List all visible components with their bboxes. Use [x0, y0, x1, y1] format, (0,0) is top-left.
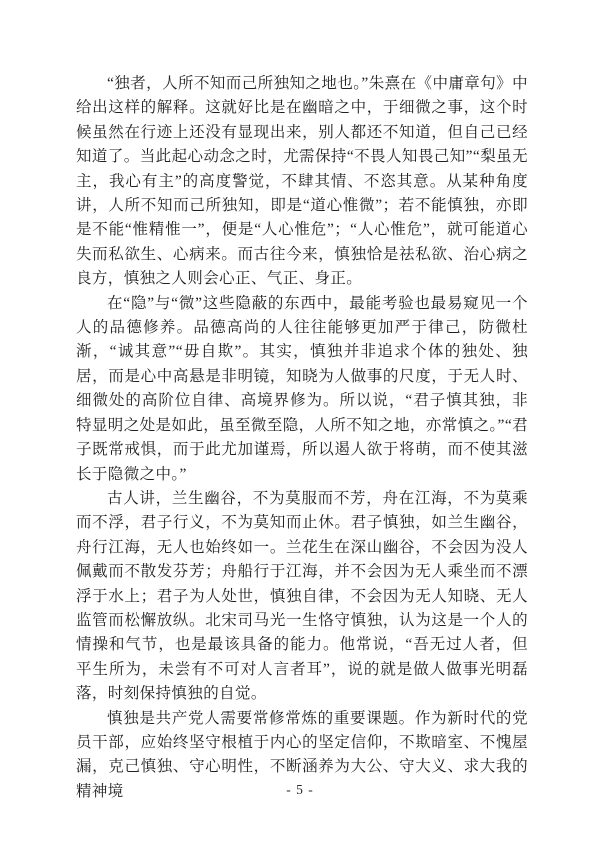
paragraph: 在“隐”与“微”这些隐蔽的东西中，最能考验也最易窥见一个人的品德修养。品德高尚的人往往能够更加严于律己，防微杜渐，“诚其意”“毋自欺”。其实，慎独并非追求个体的独处、独居，而是心中高悬是非明镜，知晓为人做事的尺度，于无人时、细微处的高阶位自律、高境界修为。所以说，“君子慎其独，非特显明之处是如此，虽至微至隐，人所不知之地，亦常慎之。”“君子既常戒惧，而于此尤加谨焉，所以遏人欲于将萌，而不使其滋长于隐微之中。”	[76, 294, 529, 483]
page-number: - 5 -	[286, 782, 314, 797]
paragraph: 慎独是共产党人需要常修常炼的重要课题。作为新时代的党员干部，应始终坚守根植于内心的坚定信仰，不欺暗室、不愧屋漏，克己慎独、守心明性，不断涵养为大公、守大义、求大我的精神境	[76, 709, 528, 800]
paragraph: 古人讲，兰生幽谷，不为莫服而不芳，舟在江海，不为莫乘而不浮，君子行义，不为莫知而止休。君子慎独，如兰生幽谷，舟行江海，无人也始终如一。兰花生在深山幽谷，不会因为没人佩戴而不散发芬芳；舟船行于江海，并不会因为无人乘坐而不漂浮于水上；君子为人处世，慎独自律，不会因为无人知晓、无人监管而松懈放纵。北宋司马光一生恪守慎独，认为这是一个人的情操和气节，也是最该具备的能力。他常说，“吾无过人者，但平生所为，未尝有不可对人言者耳”，说的就是做人做事光明磊落，时刻保持慎独的自觉。	[76, 489, 528, 703]
paragraph: “独者，人所不知而己所独知之地也。”朱熹在《中庸章句》中给出这样的解释。这就好比是在幽暗之中，于细微之事，这个时候虽然在行迹上还没有显现出来，别人都还不知道，但自己已经知道了。当此起心动念之时，尤需保持“不畏人知畏己知”“梨虽无主，我心有主”的高度警觉，不肆其情、不恣其意。从某种角度讲，人所不知而己所独知，即是“道心惟微”；若不能慎独，亦即是不能“惟精惟一”，便是“人心惟危”；“人心惟危”，就可能道心失而私欲生、心病来。而古往今来，慎独恰是祛私欲、治心病之良方，慎独之人则会心正、气正、身正。	[76, 75, 528, 288]
document-body	[76, 72, 528, 804]
